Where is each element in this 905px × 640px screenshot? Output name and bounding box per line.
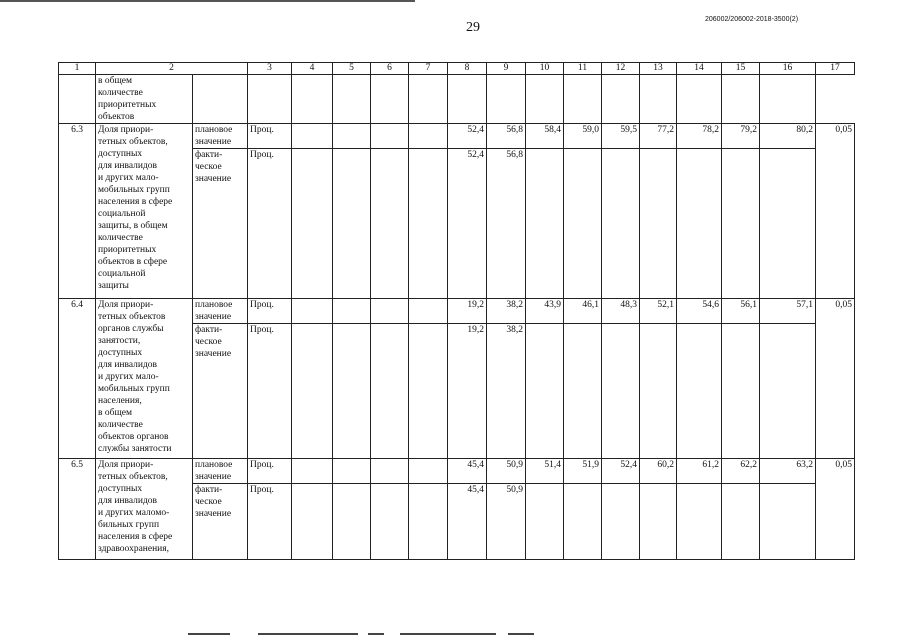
- value-cell: 46,1: [564, 299, 602, 324]
- column-number: 5: [333, 63, 371, 75]
- value-cell: 59,0: [564, 124, 602, 149]
- indicator-description: Доля приори- тетных объектов органов службы занятости, доступных для инвалидов и других мало- мобильных групп населения, в общем количестве объектов органов службы занятости: [96, 299, 193, 459]
- value-type: плановое значение: [193, 459, 248, 484]
- column-number: 8: [448, 63, 487, 75]
- column-number-row: [59, 63, 855, 75]
- value-cell: 19,2: [448, 299, 487, 324]
- value-cell: 63,2: [760, 459, 816, 484]
- unit-of-measure: Проц.: [248, 484, 292, 560]
- document-code: 206002/206002-2018-3500(2): [705, 16, 799, 23]
- weight-coefficient: 0,05: [816, 299, 855, 459]
- table-row: [59, 459, 855, 484]
- value-cell: 54,6: [677, 299, 722, 324]
- column-number: 17: [816, 63, 855, 75]
- column-number: 6: [371, 63, 409, 75]
- indicator-table: [58, 62, 855, 560]
- value-type: факти- ческое значение: [193, 324, 248, 459]
- value-type: факти- ческое значение: [193, 149, 248, 299]
- value-cell: 62,2: [722, 459, 760, 484]
- column-number: 10: [526, 63, 564, 75]
- unit-of-measure: Проц.: [248, 124, 292, 149]
- value-cell: 56,8: [487, 149, 526, 299]
- column-number: 11: [564, 63, 602, 75]
- unit-of-measure: Проц.: [248, 149, 292, 299]
- column-number: 3: [248, 63, 292, 75]
- value-cell: 59,5: [602, 124, 640, 149]
- column-number: 13: [640, 63, 677, 75]
- column-number: 14: [677, 63, 722, 75]
- value-cell: 38,2: [487, 299, 526, 324]
- value-cell: 48,3: [602, 299, 640, 324]
- value-type: плановое значение: [193, 124, 248, 149]
- value-cell: 78,2: [677, 124, 722, 149]
- value-cell: 56,1: [722, 299, 760, 324]
- value-cell: 80,2: [760, 124, 816, 149]
- row-number: 6.4: [59, 299, 96, 459]
- value-cell: 56,8: [487, 124, 526, 149]
- value-cell: 61,2: [677, 459, 722, 484]
- value-cell: 79,2: [722, 124, 760, 149]
- unit-of-measure: Проц.: [248, 299, 292, 324]
- value-type: факти- ческое значение: [193, 484, 248, 560]
- value-cell: 52,4: [448, 124, 487, 149]
- value-cell: 52,1: [640, 299, 677, 324]
- value-cell: 58,4: [526, 124, 564, 149]
- value-cell: 60,2: [640, 459, 677, 484]
- column-number: 1: [59, 63, 96, 75]
- value-cell: 52,4: [602, 459, 640, 484]
- value-cell: 38,2: [487, 324, 526, 459]
- value-cell: 51,4: [526, 459, 564, 484]
- top-rule: [0, 0, 415, 2]
- row-number: 6.3: [59, 124, 96, 299]
- table-row: [59, 299, 855, 324]
- table-row: [59, 124, 855, 149]
- weight-coefficient: 0,05: [816, 124, 855, 299]
- weight-coefficient: 0,05: [816, 459, 855, 560]
- unit-of-measure: Проц.: [248, 324, 292, 459]
- value-cell: 50,9: [487, 484, 526, 560]
- footer-scan-marks: [188, 633, 608, 639]
- column-number: 12: [602, 63, 640, 75]
- column-number: 2: [96, 63, 248, 75]
- column-number: 16: [760, 63, 816, 75]
- page-number: 29: [466, 20, 480, 35]
- column-number: 9: [487, 63, 526, 75]
- column-number: 7: [409, 63, 448, 75]
- value-cell: 43,9: [526, 299, 564, 324]
- table-row: [59, 75, 855, 124]
- indicator-description: Доля приори- тетных объектов, доступных для инвалидов и других мало- мобильных групп населения в сфере социальной защиты, в общем количестве приоритетных объектов в сфере социальной защиты: [96, 124, 193, 299]
- value-cell: 45,4: [448, 459, 487, 484]
- column-number: 4: [292, 63, 333, 75]
- value-cell: 19,2: [448, 324, 487, 459]
- value-cell: 77,2: [640, 124, 677, 149]
- value-type: плановое значение: [193, 299, 248, 324]
- column-number: 15: [722, 63, 760, 75]
- value-cell: 51,9: [564, 459, 602, 484]
- indicator-description: в общем количестве приоритетных объектов: [96, 75, 193, 124]
- value-cell: 50,9: [487, 459, 526, 484]
- indicator-description: Доля приори- тетных объектов, доступных для инвалидов и других маломо- бильных групп населения в сфере здравоохранения,: [96, 459, 193, 560]
- value-cell: 45,4: [448, 484, 487, 560]
- row-number: 6.5: [59, 459, 96, 560]
- value-cell: 57,1: [760, 299, 816, 324]
- value-cell: 52,4: [448, 149, 487, 299]
- unit-of-measure: Проц.: [248, 459, 292, 484]
